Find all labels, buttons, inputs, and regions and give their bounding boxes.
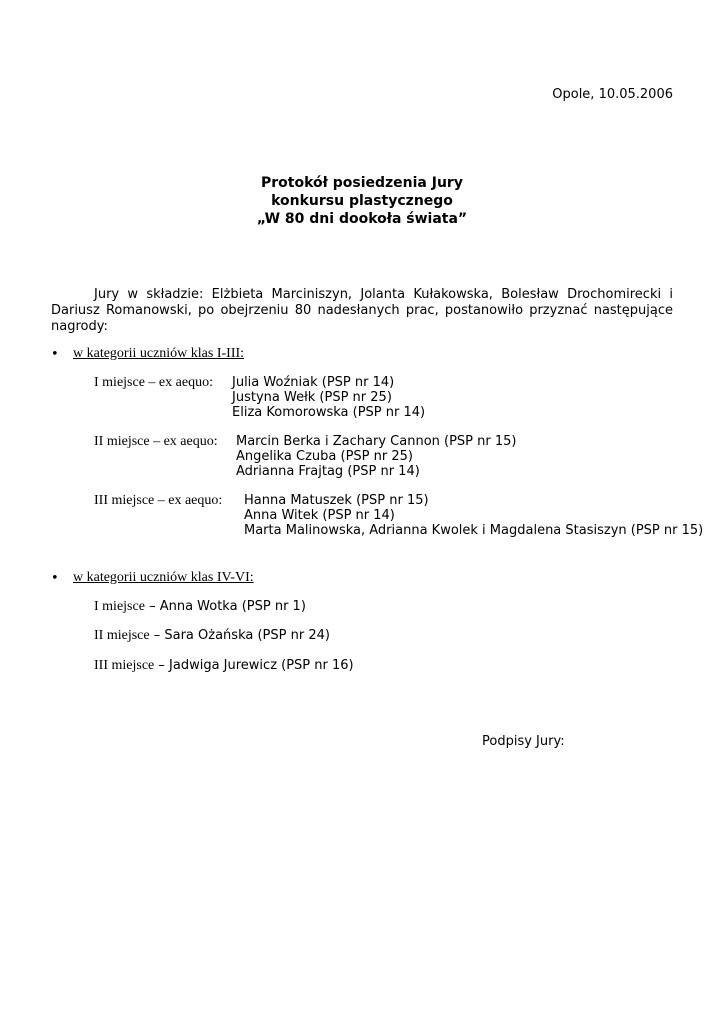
- winner-line: Hanna Matuszek (PSP nr 15): [244, 493, 429, 508]
- place-and-date: Opole, 10.05.2006: [552, 87, 673, 102]
- winner-line: – Anna Wotka (PSP nr 1): [149, 599, 306, 614]
- winner-line: – Sara Ożańska (PSP nr 24): [153, 628, 330, 643]
- place-prefix: III miejsce: [94, 658, 155, 673]
- place-label-third: [94, 493, 222, 508]
- title-line-3: „W 80 dni dookoła świata”: [256, 211, 468, 227]
- place-prefix: I miejsce – ex aequo:: [94, 375, 213, 390]
- place-row-first: [94, 599, 306, 614]
- category-heading-1: w kategorii uczniów klas I-III:: [73, 346, 245, 361]
- place-prefix: II miejsce – ex aequo:: [94, 434, 218, 449]
- place-prefix: III miejsce – ex aequo:: [94, 493, 223, 508]
- bullet-icon: •: [51, 347, 59, 362]
- winner-line: Marcin Berka i Zachary Cannon (PSP nr 15): [236, 434, 517, 449]
- winner-line: Adrianna Frajtag (PSP nr 14): [236, 464, 420, 479]
- signatures-label: Podpisy Jury:: [482, 734, 565, 749]
- place-prefix: I miejsce: [94, 599, 145, 614]
- intro-paragraph: [51, 287, 673, 335]
- place-label-first: [94, 375, 213, 390]
- winner-line: Eliza Komorowska (PSP nr 14): [232, 405, 426, 420]
- intro-text: Jury w składzie: Elżbieta Marciniszyn, Jolanta Kułakowska, Bolesław Drochomirecki i Dariusz Romanowski, po obejrzeniu 80 nadesłanych prac, postanowiło przyznać następujące nagrody:: [51, 287, 673, 334]
- place-row-third: [94, 658, 354, 673]
- winner-line: Marta Malinowska, Adrianna Kwolek i Magdalena Stasiszyn (PSP nr 15): [244, 523, 704, 538]
- winner-line: Angelika Czuba (PSP nr 25): [236, 449, 413, 464]
- winner-line: – Jadwiga Jurewicz (PSP nr 16): [158, 658, 354, 673]
- winner-line: Julia Woźniak (PSP nr 14): [232, 375, 395, 390]
- title-line-1: Protokół posiedzenia Jury: [261, 175, 463, 191]
- place-label-second: [94, 434, 218, 449]
- winner-line: Anna Witek (PSP nr 14): [244, 508, 395, 523]
- category-heading-2: w kategorii uczniów klas IV-VI:: [73, 570, 254, 585]
- title-line-2: konkursu plastycznego: [271, 193, 453, 209]
- place-row-second: [94, 628, 330, 643]
- place-prefix: II miejsce: [94, 628, 150, 643]
- bullet-icon: •: [51, 571, 59, 586]
- winner-line: Justyna Wełk (PSP nr 25): [232, 390, 392, 405]
